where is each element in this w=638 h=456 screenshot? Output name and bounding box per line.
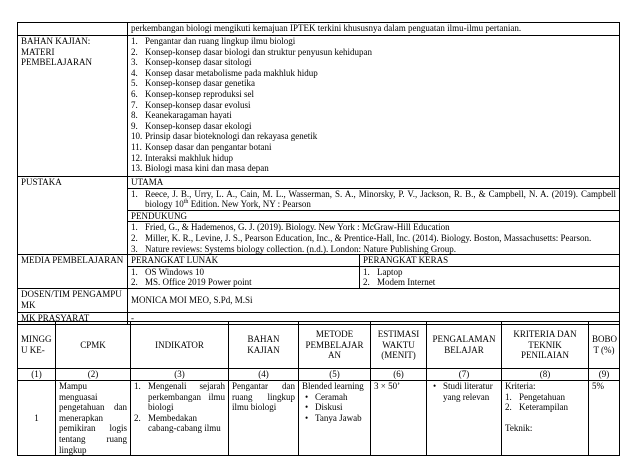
header-cpmk: CPMK: [56, 322, 131, 369]
indikator-item-text: Mengenali sejarah perkembangan ilmu biologi: [148, 381, 225, 413]
cpmk-text: Mampu menguasai pengetahuan dan menerapkan pemikiran logis tentang ruang lingkup: [56, 381, 131, 456]
kriteria-label: Kriteria:: [505, 381, 536, 391]
header-bahan-kajian: BAHAN KAJIAN: [229, 322, 299, 369]
colnum-9: (9): [589, 369, 620, 381]
perangkat-keras-item: [363, 267, 616, 278]
pengalaman-cell: [427, 381, 502, 456]
kriteria-item: [505, 402, 585, 413]
metode-title: Blended learning: [302, 381, 364, 391]
top-row-label-cell: [18, 23, 128, 36]
indikator-item-text: Membedakan cabang-cabang ilmu: [148, 412, 221, 434]
materi-item-text: Konsep-konsep dasar genetika: [145, 78, 255, 89]
perangkat-lunak-item: [131, 277, 356, 288]
pustaka-utama-header: UTAMA: [128, 177, 620, 189]
materi-item-number: 1.: [131, 36, 138, 46]
metode-list: [302, 392, 367, 424]
perangkat-lunak-cell: [128, 266, 360, 288]
colnum-3: (3): [131, 369, 229, 381]
indikator-item: [134, 413, 225, 434]
indikator-cell: [131, 381, 229, 456]
pustaka-pendukung-list: [131, 222, 616, 254]
bullet-icon: •: [305, 402, 309, 413]
pustaka-pendukung-item-number: 2.: [131, 232, 138, 243]
perangkat-keras-header: PERANGKAT KERAS: [360, 255, 620, 267]
materi-item: [131, 131, 616, 142]
bullet-icon: •: [305, 412, 309, 423]
perangkat-keras-item-number: 2.: [363, 277, 370, 288]
kriteria-item-number: 1.: [505, 391, 512, 402]
materi-item: [131, 47, 616, 58]
schedule-header-row: [18, 322, 620, 369]
materi-item-text: Pengantar dan ruang lingkup ilmu biologi: [145, 36, 296, 46]
perangkat-keras-item-text: Laptop: [377, 266, 403, 277]
materi-item-number: 3.: [131, 57, 138, 68]
materi-item-text: Konsep dasar dan pengantar botani: [145, 141, 272, 152]
indikator-list: [134, 381, 225, 434]
perangkat-keras-list: [363, 267, 616, 288]
bullet-icon: •: [305, 391, 309, 402]
metode-item: [302, 402, 367, 413]
kriteria-item-number: 2.: [505, 402, 512, 413]
perangkat-keras-item-number: 1.: [363, 266, 370, 277]
materi-list: [131, 36, 616, 174]
pengalaman-item: [430, 381, 498, 402]
materi-item-number: 5.: [131, 78, 138, 89]
materi-item-number: 8.: [131, 110, 138, 121]
materi-item-number: 13.: [131, 163, 143, 174]
materi-item-number: 6.: [131, 88, 138, 99]
pustaka-pendukung-item-text: Nature reviews: Systems biology collection. (n.d.). London: Nature Publishing Group.: [145, 243, 456, 254]
perangkat-keras-item: [363, 277, 616, 288]
perangkat-lunak-item: [131, 267, 356, 278]
pustaka-pendukung-item: [131, 233, 616, 244]
materi-item-number: 10.: [131, 131, 143, 142]
perangkat-lunak-item-text: OS Windows 10: [145, 266, 204, 277]
materi-item-number: 12.: [131, 152, 143, 163]
header-estimasi: ESTIMASI WAKTU (MENIT): [371, 322, 427, 369]
materi-item-text: Konsep-konsep dasar biologi dan struktur penyusun kehidupan: [145, 46, 372, 57]
kriteria-item: [505, 392, 585, 403]
materi-item-number: 7.: [131, 99, 138, 110]
colnum-5: (5): [299, 369, 371, 381]
pustaka-pendukung-item-number: 3.: [131, 243, 138, 254]
pustaka-pendukung-item: [131, 244, 616, 255]
prasyarat-label: MK PRASYARAT: [18, 312, 128, 324]
pustaka-pendukung-item-text: Fried, G., & Hademenos, G. J. (2019). Biology. New York : McGraw-Hill Education: [145, 222, 450, 233]
header-metode: METODE PEMBELAJAR AN: [299, 322, 371, 369]
metode-item: [302, 413, 367, 424]
pustaka-utama-list: [131, 189, 616, 210]
materi-item-text: Biologi masa kini dan masa depan: [145, 163, 269, 174]
pustaka-utama-cell: [128, 188, 620, 210]
materi-item: [131, 110, 616, 121]
colnum-4: (4): [229, 369, 299, 381]
pustaka-pendukung-item-text: Miller, K. R., Levine, J. S., Pearson Education, Inc., & Prentice-Hall, Inc. (2014). Biology. Boston, Massachusetts: Pearson.: [145, 232, 592, 243]
materi-item-text: Keanekaragaman hayati: [145, 110, 232, 121]
dosen-label: DOSEN/TIM PENGAMPU MK: [18, 288, 128, 312]
perangkat-lunak-item-number: 2.: [131, 277, 138, 288]
indikator-item: [134, 381, 225, 413]
bahan-kajian-cell: [128, 36, 620, 177]
materi-item-number: 11.: [131, 141, 142, 152]
kriteria-cell: [502, 381, 589, 456]
perangkat-lunak-header: PERANGKAT LUNAK: [128, 255, 360, 267]
header-pengalaman: PENGALAMAN BELAJAR: [427, 322, 502, 369]
bahan-kajian-label: BAHAN KAJIAN: MATERI PEMBELAJARAN: [18, 36, 128, 177]
perangkat-keras-cell: [360, 266, 620, 288]
materi-item-text: Konsep dasar metabolisme pada makhluk hidup: [145, 67, 318, 78]
schedule-row-week-1: [18, 381, 620, 456]
bahan-kajian-text: Pengantar dan ruang lingkup ilmu biologi: [229, 381, 299, 456]
header-minggu: MINGG U KE-: [18, 322, 56, 369]
header-indikator: INDIKATOR: [131, 322, 229, 369]
schedule-table: [17, 321, 620, 456]
perangkat-keras-item-text: Modem Internet: [377, 277, 436, 288]
pustaka-pendukung-item-number: 1.: [131, 222, 138, 233]
materi-item: [131, 100, 616, 111]
materi-item-text: Interaksi makhluk hidup: [145, 152, 233, 163]
pustaka-utama-item-text: Reece, J. B., Urry, L. A., Cain, M. L., Wasserman, S. A., Minorsky, P. V., Jackson, R. B., & Campbell, N. A. (2019). Campbell biology 10: [145, 188, 616, 210]
week-number: 1: [18, 381, 56, 456]
pustaka-utama-item-superscript: th: [183, 199, 189, 206]
indikator-item-number: 1.: [134, 381, 141, 391]
teknik-label: Teknik:: [505, 422, 533, 433]
media-label: MEDIA PEMBELAJARAN: [18, 255, 128, 289]
kriteria-item-text: Pengetahuan: [519, 391, 565, 402]
dosen-value: MONICA MOI MEO, S.Pd, M.Si: [128, 288, 620, 312]
column-number-row: [18, 369, 620, 381]
indikator-item-number: 2.: [134, 412, 141, 423]
perangkat-lunak-list: [131, 267, 356, 288]
materi-item: [131, 78, 616, 89]
pustaka-utama-item: [131, 189, 616, 210]
prasyarat-value: -: [128, 312, 620, 324]
colnum-8: (8): [502, 369, 589, 381]
materi-item-text: Prinsip dasar bioteknologi dan rekayasa genetik: [145, 131, 318, 142]
metode-cell: [299, 381, 371, 456]
kriteria-list: [505, 392, 585, 413]
materi-item-text: Konsep-konsep reproduksi sel: [145, 88, 254, 99]
pustaka-pendukung-cell: [128, 222, 620, 255]
materi-item: [131, 68, 616, 79]
materi-item-text: Konsep-konsep dasar evolusi: [145, 99, 251, 110]
pustaka-utama-item-number: 1.: [131, 188, 138, 199]
materi-item-text: Konsep-konsep dasar sitologi: [145, 57, 252, 68]
top-row-text: perkembangan biologi mengikuti kemajuan IPTEK terkini khususnya dalam penguatan ilmu-ilmu pertanian.: [128, 23, 620, 36]
estimasi-text: 3 × 50’: [371, 381, 427, 456]
metode-item-text: Ceramah: [315, 391, 348, 402]
pustaka-pendukung-header: PENDUKUNG: [128, 210, 620, 222]
materi-item: [131, 57, 616, 68]
kriteria-item-text: Keterampilan: [519, 402, 568, 413]
materi-item-number: 4.: [131, 67, 138, 78]
materi-item: [131, 36, 616, 47]
pengalaman-text: Studi literatur yang relevan: [443, 381, 493, 402]
pustaka-pendukung-item: [131, 222, 616, 233]
metode-item-text: Diskusi: [315, 402, 343, 413]
perangkat-lunak-item-number: 1.: [131, 266, 138, 277]
metode-item-text: Tanya Jawab: [315, 412, 362, 423]
materi-item: [131, 163, 616, 174]
header-kriteria: KRITERIA DAN TEKNIK PENILAIAN: [502, 322, 589, 369]
materi-item-number: 2.: [131, 46, 138, 57]
materi-item-text: Konsep-konsep dasar ekologi: [145, 120, 252, 131]
pustaka-utama-item-text-end: Edition. New York, NY : Pearson: [188, 199, 311, 210]
colnum-1: (1): [18, 369, 56, 381]
pustaka-label: PUSTAKA: [18, 177, 128, 255]
materi-item: [131, 153, 616, 164]
course-info-table: [17, 22, 620, 325]
header-bobot: BOBO T (%): [589, 322, 620, 369]
materi-item-number: 9.: [131, 120, 138, 131]
materi-item: [131, 89, 616, 100]
bobot-text: 5%: [589, 381, 620, 456]
materi-item: [131, 142, 616, 153]
colnum-7: (7): [427, 369, 502, 381]
colnum-6: (6): [371, 369, 427, 381]
perangkat-lunak-item-text: MS. Office 2019 Power point: [145, 277, 252, 288]
colnum-2: (2): [56, 369, 131, 381]
metode-item: [302, 392, 367, 403]
materi-item: [131, 121, 616, 132]
bullet-icon: •: [433, 381, 437, 391]
